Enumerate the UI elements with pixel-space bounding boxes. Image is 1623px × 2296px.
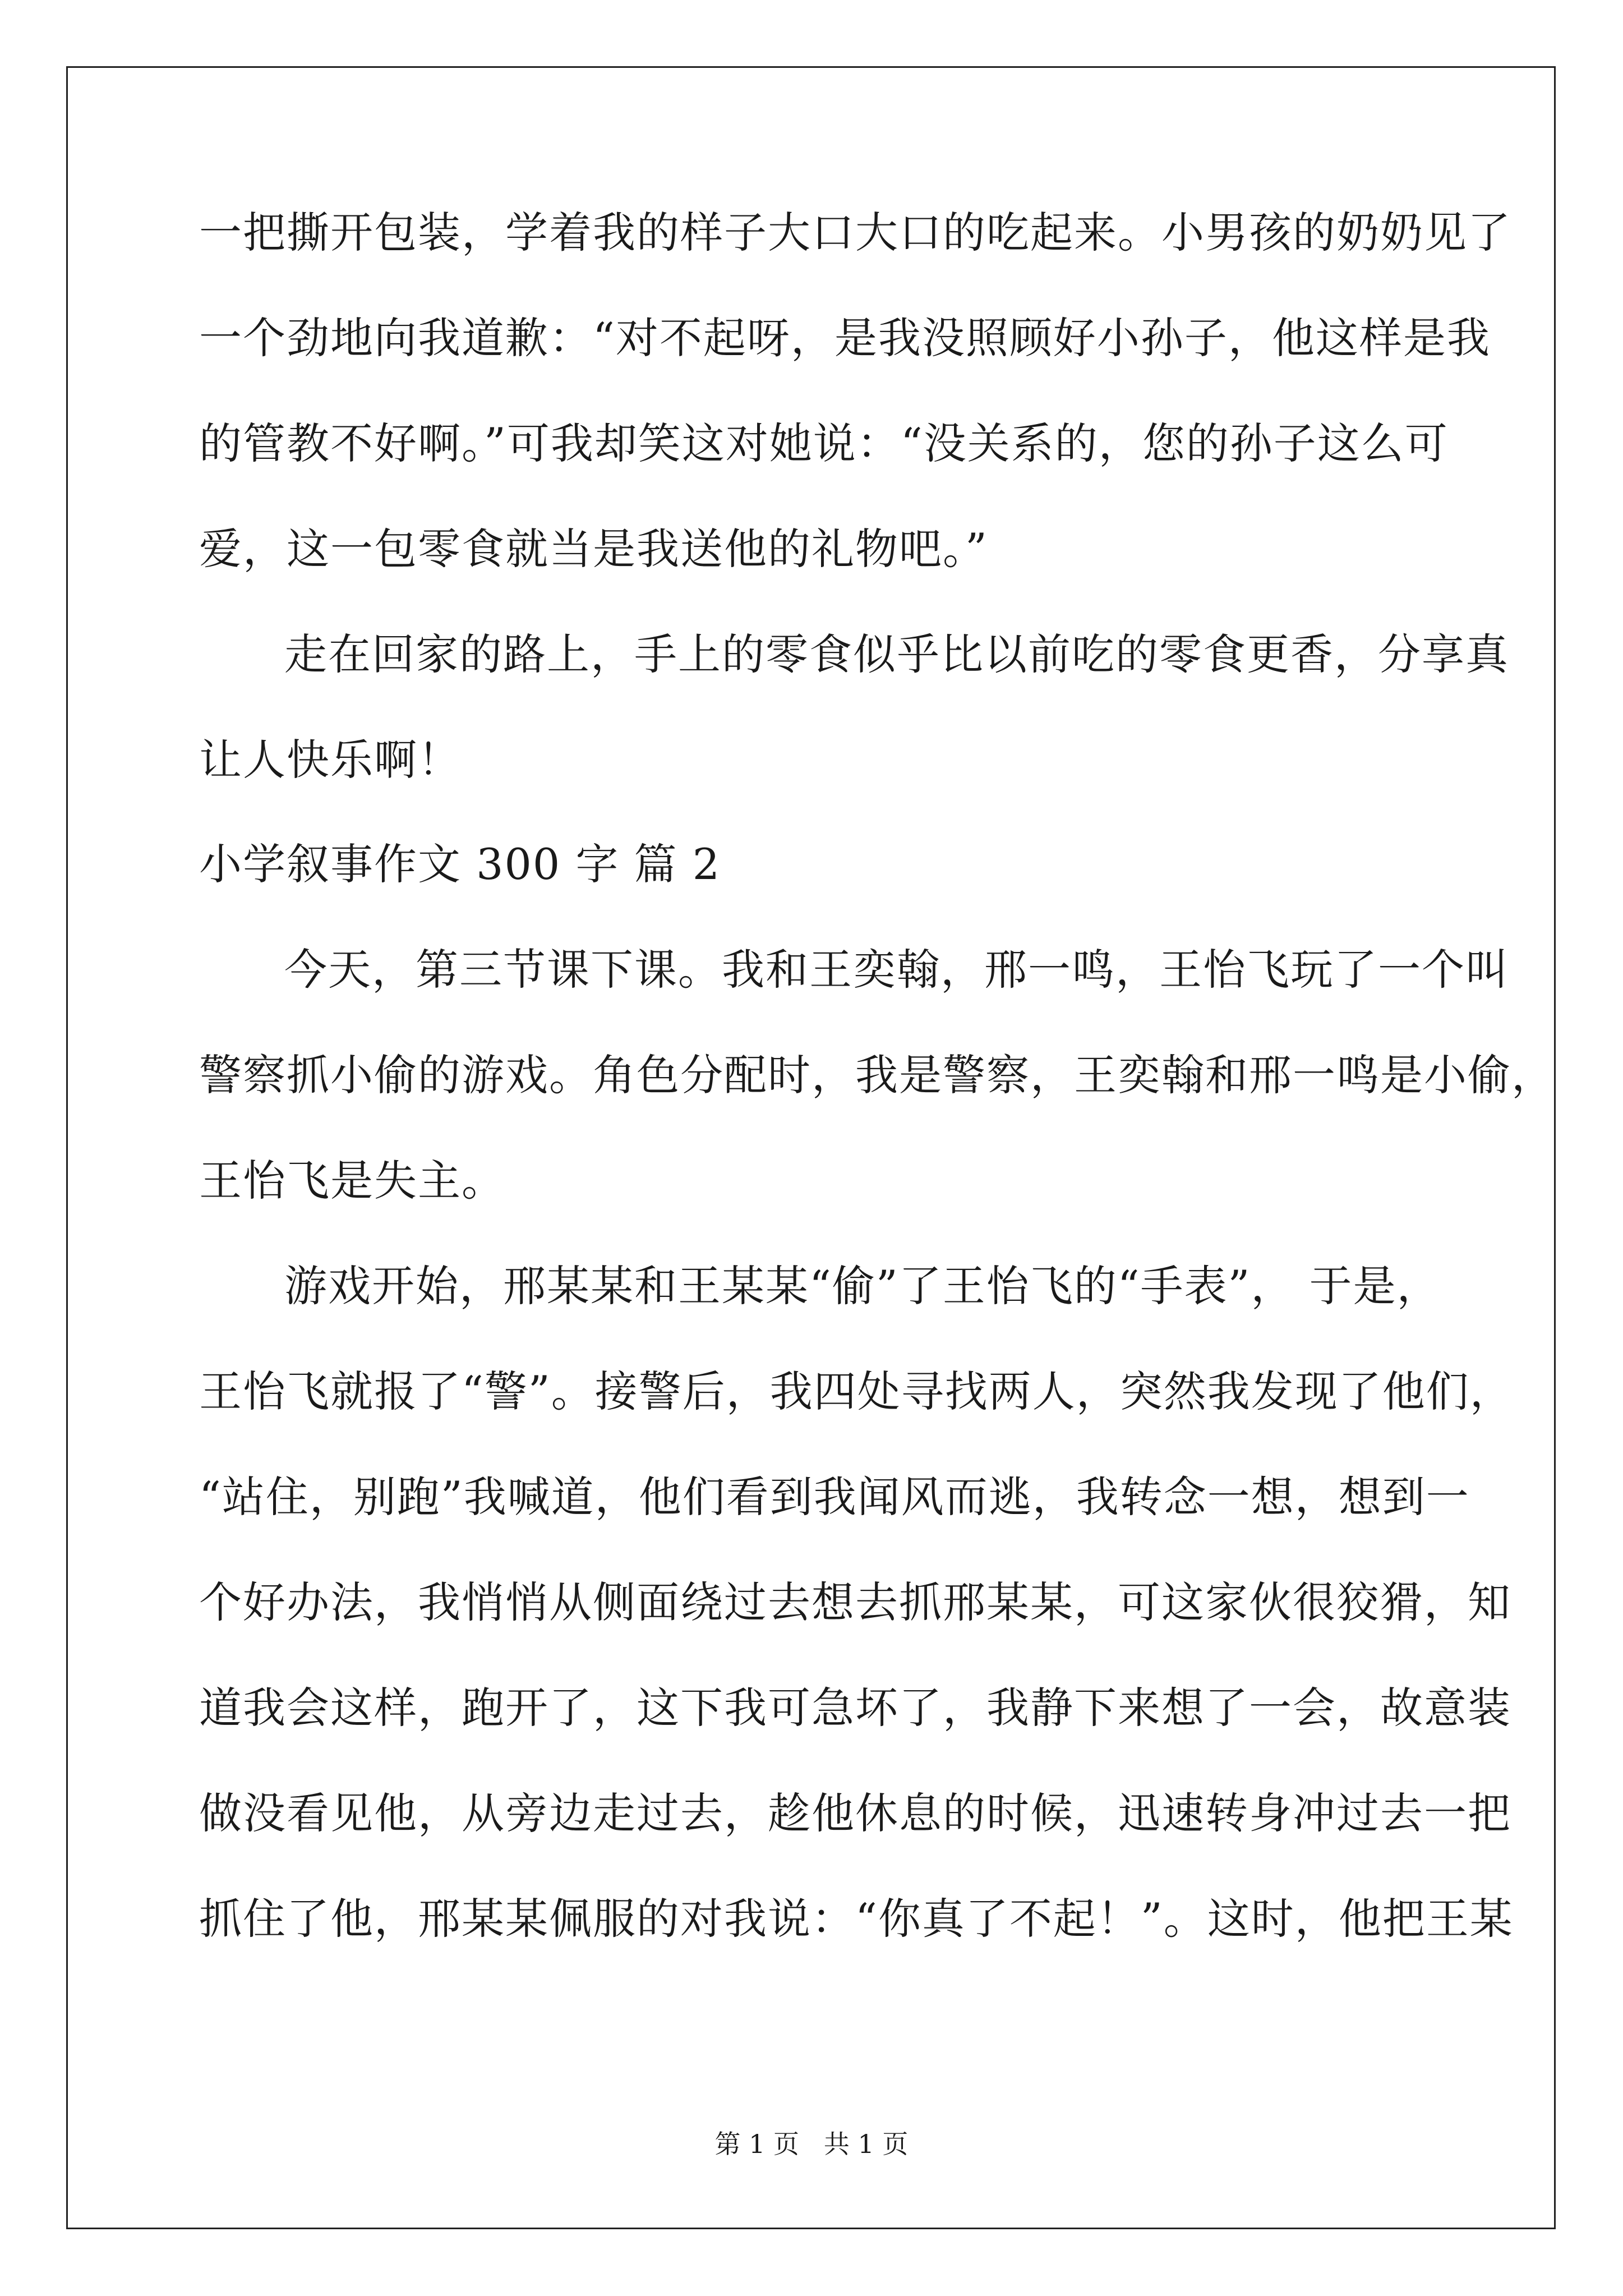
page-footer: 第 1 页 共 1 页	[714, 2129, 909, 2159]
text-line: 一把撕开包装，学着我的样子大口大口的吃起来。小男孩的奶奶见了	[199, 208, 1511, 257]
text-line: 爱，这一包零食就当是我送他的礼物吧。”	[199, 524, 988, 574]
text-line: 警察抓小偷的游戏。角色分配时，我是警察，王奕翰和邢一鸣是小偷，	[199, 1050, 1555, 1100]
text-line: 让人快乐啊！	[199, 735, 462, 785]
text-line: “站住，别跑”我喊道，他们看到我闻风而逃，我转念一想，想到一	[199, 1472, 1470, 1522]
text-line: 的管教不好啊。”可我却笑这对她说：“没关系的，您的孙子这么可	[199, 418, 1449, 468]
paragraph-start-line: 走在回家的路上，手上的零食似乎比以前吃的零食更香，分享真	[284, 629, 1509, 679]
text-line: 王怡飞就报了“警”。接警后，我四处寻找两人，突然我发现了他们，	[199, 1366, 1514, 1416]
text-line: 做没看见他，从旁边走过去，趁他休息的时候，迅速转身冲过去一把	[199, 1788, 1511, 1838]
text-line: 道我会这样，跑开了，这下我可急坏了，我静下来想了一会，故意装	[199, 1683, 1511, 1733]
text-line: 个好办法，我悄悄从侧面绕过去想去抓邢某某，可这家伙很狡猾，知	[199, 1577, 1511, 1627]
paragraph-start-line: 今天，第三节课下课。我和王奕翰，邢一鸣，王怡飞玩了一个叫	[284, 945, 1509, 995]
text-line: 王怡飞是失主。	[199, 1156, 505, 1205]
paragraph-start-line: 游戏开始，邢某某和王某某“偷”了王怡飞的“手表”， 于是，	[284, 1261, 1441, 1311]
text-line: 抓住了他，邢某某佩服的对我说：“你真了不起！”。这时，他把王某	[199, 1894, 1514, 1944]
section-heading: 小学叙事作文 300 字 篇 2	[199, 839, 721, 889]
text-line: 一个劲地向我道歉：“对不起呀，是我没照顾好小孙子，他这样是我	[199, 313, 1491, 363]
